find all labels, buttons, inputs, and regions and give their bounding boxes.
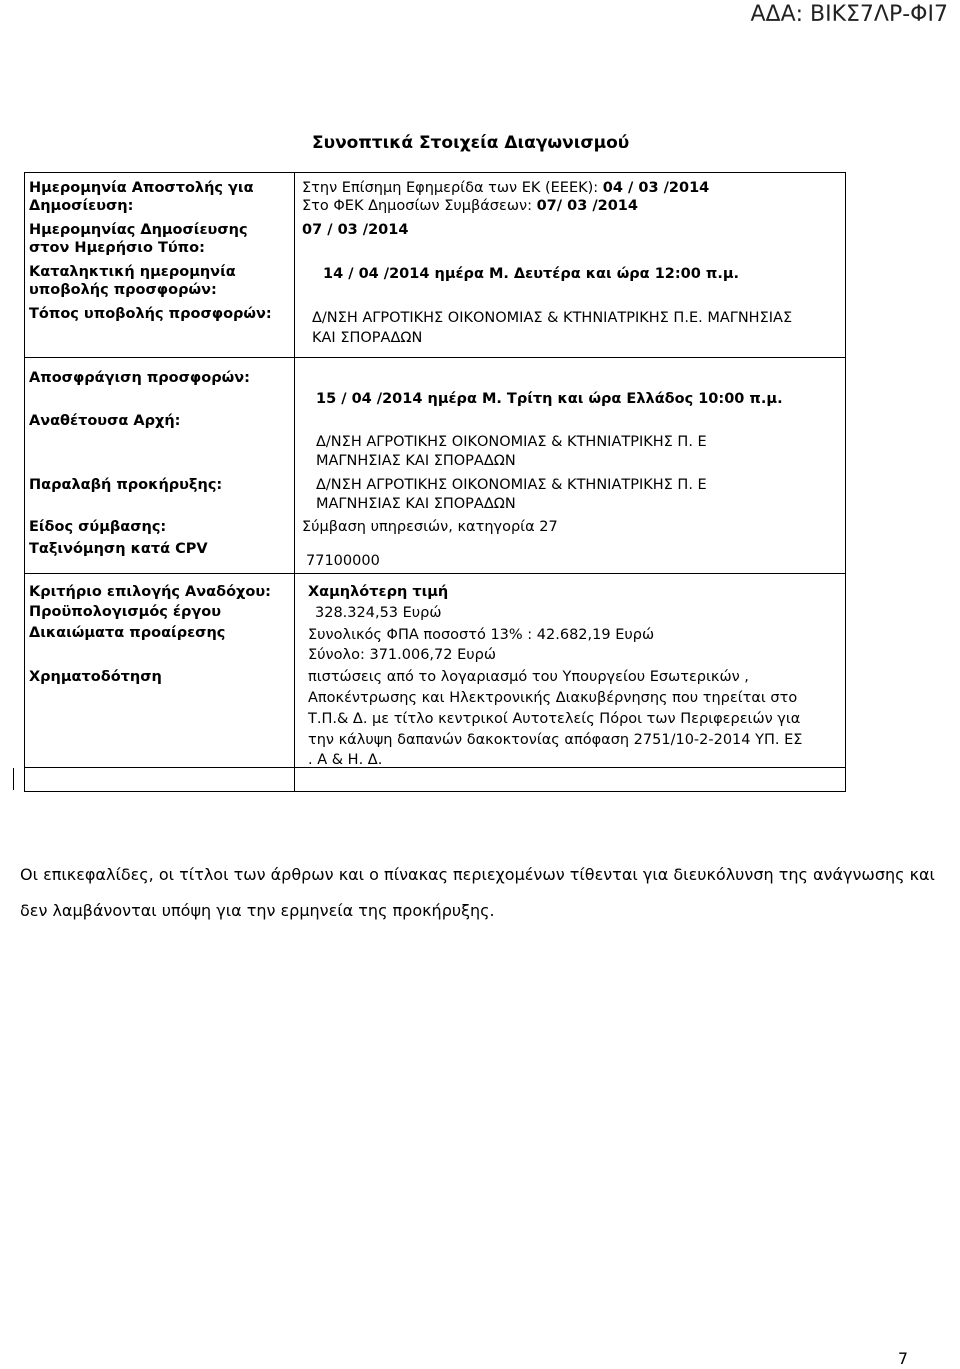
criterion-label: Κριτήριο επιλογής Αναδόχου: [29,584,271,600]
daily-press-value: 07 / 03 /2014 [302,222,409,238]
contract-type-label: Είδος σύμβασης: [29,519,167,535]
cpv-value: 77100000 [306,553,380,569]
section-title: Συνοπτικά Στοιχεία Διαγωνισμού [312,133,630,153]
criterion-value: Χαμηλότερη τιμή [308,584,449,600]
receipt-value: Δ/ΝΣΗ ΑΓΡΟΤΙΚΗΣ ΟΙΚΟΝΟΜΙΑΣ & ΚΤΗΝΙΑΤΡΙΚΗΣ Π. Ε [316,477,707,493]
authority-value: Δ/ΝΣΗ ΑΓΡΟΤΙΚΗΣ ΟΙΚΟΝΟΜΙΑΣ & ΚΤΗΝΙΑΤΡΙΚΗΣ Π. Ε [316,434,707,450]
publication-label-2: Δημοσίευση: [29,198,134,214]
deadline-label: Καταληκτική ημερομηνία [29,264,236,280]
summary-table [24,172,846,792]
row-divider [25,357,845,358]
disclaimer-note [20,857,960,929]
options-value: Συνολικός ΦΠΑ ποσοστό 13% : 42.682,19 Ευρώ [308,627,655,643]
options-label: Δικαιώματα προαίρεσης [29,625,226,641]
contract-type-value: Σύμβαση υπηρεσιών, κατηγορία 27 [302,519,558,535]
row-divider [25,573,845,574]
funding-value: πιστώσεις από το λογαριασμό του Υπουργείου Εσωτερικών , [308,669,749,685]
authority-value-2: ΜΑΓΝΗΣΙΑΣ ΚΑΙ ΣΠΟΡΑΔΩΝ [316,453,516,469]
disclaimer-line: δεν λαμβάνονται υπόψη για την ερμηνεία της προκήρυξης. [20,901,495,920]
deadline-value: 14 / 04 /2014 ημέρα Μ. Δευτέρα και ώρα 12:00 π.μ. [323,266,740,282]
funding-value-5: . Α & Η. Δ. [308,752,383,768]
daily-press-label: Ημερομηνίας Δημοσίευσης [29,222,248,238]
row-divider [25,767,845,768]
unsealing-value: 15 / 04 /2014 ημέρα Μ. Τρίτη και ώρα Ελλάδος 10:00 π.μ. [316,391,783,407]
funding-value-4: την κάλυψη δαπανών δακοκτονίας απόφαση 2751/10-2-2014 ΥΠ. ΕΣ [308,732,803,748]
page-number: 7 [897,1349,908,1368]
receipt-label: Παραλαβή προκήρυξης: [29,477,223,493]
budget-value: 328.324,53 Ευρώ [315,605,442,621]
funding-value-3: Τ.Π.& Δ. με τίτλο κεντρικοί Αυτοτελείς Πόροι των Περιφερειών για [308,711,801,727]
column-divider [294,173,295,791]
disclaimer-line: Οι επικεφαλίδες, οι τίτλοι των άρθρων και ο πίνακας περιεχομένων τίθενται για διευκόλυνση της ανάγνωσης και [20,865,935,884]
authority-label: Αναθέτουσα Αρχή: [29,413,181,429]
funding-value-2: Αποκέντρωσης και Ηλεκτρονικής Διακυβέρνησης που τηρείται στο [308,690,798,706]
deadline-label-2: υποβολής προσφορών: [29,282,217,298]
ada-code: ΑΔΑ: ΒΙΚΣ7ΛΡ-ΦΙ7 [750,2,948,27]
place-value-2: ΚΑΙ ΣΠΟΡΑΔΩΝ [312,330,423,346]
place-value: Δ/ΝΣΗ ΑΓΡΟΤΙΚΗΣ ΟΙΚΟΝΟΜΙΑΣ & ΚΤΗΝΙΑΤΡΙΚΗΣ Π.Ε. ΜΑΓΝΗΣΙΑΣ [312,310,793,326]
publication-value-eeek: Στην Επίσημη Εφημερίδα των ΕΚ (ΕΕΕΚ): 04 / 03 /2014 [302,180,710,196]
budget-label: Προϋπολογισμός έργου [29,604,222,620]
receipt-value-2: ΜΑΓΝΗΣΙΑΣ ΚΑΙ ΣΠΟΡΑΔΩΝ [316,496,516,512]
publication-value-fek: Στο ΦΕΚ Δημοσίων Συμβάσεων: 07/ 03 /2014 [302,198,638,214]
publication-label: Ημερομηνία Αποστολής για [29,180,254,196]
options-value-2: Σύνολο: 371.006,72 Ευρώ [308,647,496,663]
unsealing-label: Αποσφράγιση προσφορών: [29,370,250,386]
funding-label: Χρηματοδότηση [29,669,162,685]
place-label: Τόπος υποβολής προσφορών: [29,306,272,322]
daily-press-label-2: στον Ημερήσιο Τύπο: [29,240,205,256]
margin-marker [13,768,14,790]
cpv-label: Ταξινόμηση κατά CPV [29,541,208,557]
